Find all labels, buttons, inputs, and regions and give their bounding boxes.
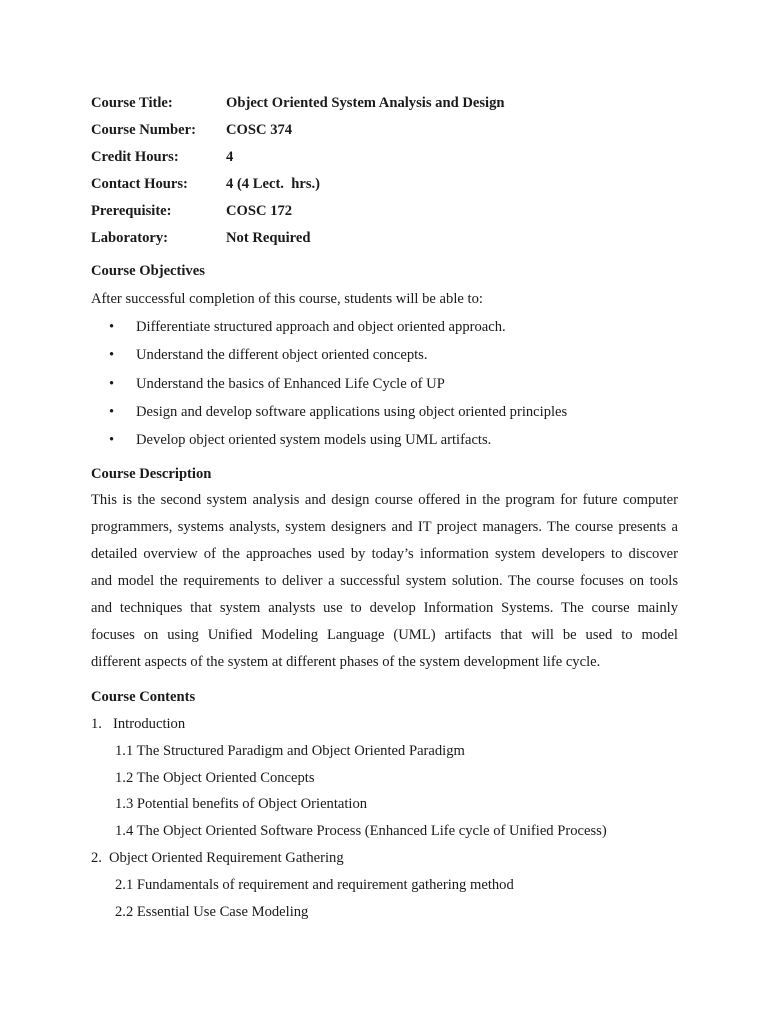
description-line: focuses on using Unified Modeling Language (UML) artifacts that will be used to model (91, 627, 678, 643)
prerequisite-value: COSC 172 (226, 203, 293, 219)
description-line: programmers, systems analysts, system designers and IT project managers. The course presents a (91, 519, 678, 535)
objective-text: Understand the different object oriented concepts. (136, 347, 428, 363)
contents-heading: Course Contents (91, 689, 196, 705)
credit-hours-value: 4 (226, 149, 234, 165)
description-line: and techniques that system analysts use to develop Information Systems. The course mainly (91, 600, 678, 616)
credit-hours-label: Credit Hours: (91, 149, 179, 165)
objective-text: Develop object oriented system models using UML artifacts. (136, 432, 492, 448)
bullet-icon: • (109, 404, 115, 420)
description-line: detailed overview of the approaches used by today’s information system developers to discover (91, 546, 678, 562)
section-number: 1. (91, 716, 102, 732)
section-number: 2. (91, 850, 102, 866)
course-title-value: Object Oriented System Analysis and Design (226, 95, 505, 111)
section-title: Introduction (113, 716, 186, 732)
contact-hours-label: Contact Hours: (91, 176, 188, 192)
section-title: Object Oriented Requirement Gathering (109, 850, 344, 866)
description-paragraph (91, 487, 678, 676)
subsection-item: 1.3 Potential benefits of Object Orientation (115, 796, 368, 812)
subsection-item: 1.4 The Object Oriented Software Process (Enhanced Life cycle of Unified Process) (115, 823, 607, 839)
course-number-label: Course Number: (91, 122, 196, 138)
objective-text: Differentiate structured approach and object oriented approach. (136, 319, 506, 335)
description-heading: Course Description (91, 466, 212, 482)
subsection-item: 2.2 Essential Use Case Modeling (115, 904, 309, 920)
contact-hours-value: 4 (4 Lect. hrs.) (226, 176, 321, 192)
prerequisite-label: Prerequisite: (91, 203, 172, 219)
bullet-icon: • (109, 432, 115, 448)
bullet-icon: • (109, 376, 115, 392)
description-line: different aspects of the system at different phases of the system development life cycle. (91, 654, 601, 670)
description-line: and model the requirements to deliver a successful system solution. The course focuses on tools (91, 573, 678, 589)
subsection-item: 1.1 The Structured Paradigm and Object Oriented Paradigm (115, 743, 465, 759)
objectives-heading: Course Objectives (91, 263, 205, 279)
subsection-item: 2.1 Fundamentals of requirement and requirement gathering method (115, 877, 514, 893)
course-title-label: Course Title: (91, 95, 173, 111)
subsection-item: 1.2 The Object Oriented Concepts (115, 770, 315, 786)
description-line: This is the second system analysis and design course offered in the program for future computer (91, 492, 678, 508)
laboratory-label: Laboratory: (91, 230, 169, 246)
course-number-value: COSC 374 (226, 122, 293, 138)
laboratory-value: Not Required (226, 230, 311, 246)
objective-text: Design and develop software applications using object oriented principles (136, 404, 568, 420)
objective-text: Understand the basics of Enhanced Life Cycle of UP (136, 376, 445, 392)
objectives-intro: After successful completion of this course, students will be able to: (91, 291, 483, 307)
bullet-icon: • (109, 319, 115, 335)
bullet-icon: • (109, 347, 115, 363)
